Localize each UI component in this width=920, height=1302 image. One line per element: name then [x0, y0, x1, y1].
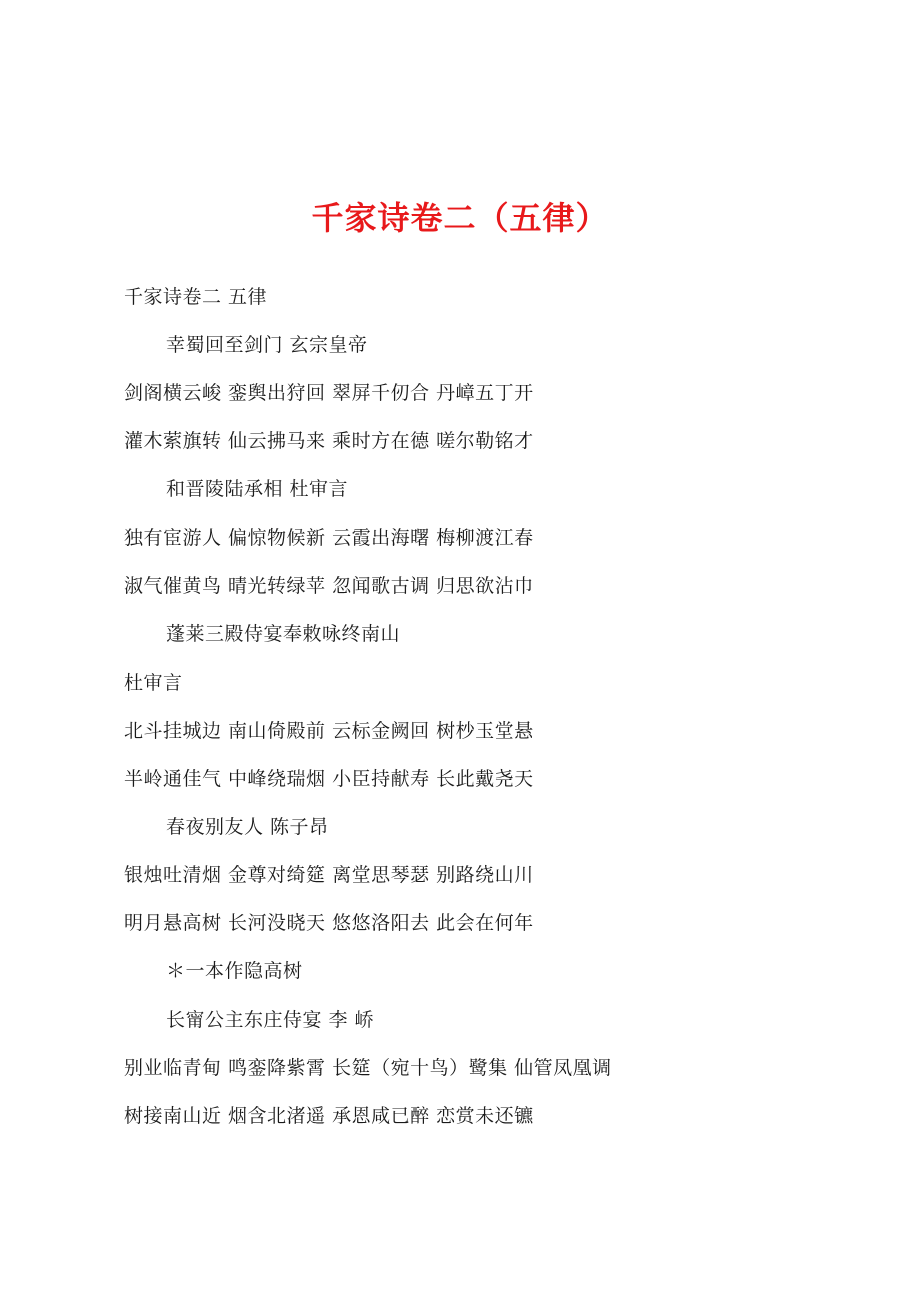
poem-title: 春夜别友人 陈子昂 [166, 816, 329, 838]
poem-line: 别业临青甸 鸣銮降紫霄 长筵（宛十鸟）鹭集 仙管凤凰调 [124, 1057, 612, 1079]
poem-line: 独有宦游人 偏惊物候新 云霞出海曙 梅柳渡江春 [124, 527, 534, 549]
poem-line: 淑气催黄鸟 晴光转绿苹 忽闻歌古调 归思欲沾巾 [124, 575, 534, 597]
poem-line: 剑阁横云峻 銮舆出狩回 翠屏千仞合 丹嶂五丁开 [124, 382, 534, 404]
poem-title: 和晋陵陆承相 杜审言 [166, 478, 349, 500]
document-title: 千家诗卷二（五律） [311, 199, 609, 237]
section-heading: 千家诗卷二 五律 [124, 286, 268, 308]
poem-line: 明月悬高树 长河没晓天 悠悠洛阳去 此会在何年 [124, 912, 534, 934]
poem-title: 长甯公主东庄侍宴 李 峤 [166, 1009, 375, 1031]
poem-line: 树接南山近 烟含北渚遥 承恩咸已醉 恋赏未还镳 [124, 1105, 534, 1127]
poem-line: 半岭通佳气 中峰绕瑞烟 小臣持献寿 长此戴尧天 [124, 768, 534, 790]
footnote: ＊一本作隐高树 [166, 960, 303, 982]
poem-title: 蓬莱三殿侍宴奉敕咏终南山 [166, 623, 401, 645]
poem-title: 幸蜀回至剑门 玄宗皇帝 [166, 334, 368, 356]
poem-author: 杜审言 [124, 672, 183, 694]
poem-line: 银烛吐清烟 金尊对绮筵 离堂思琴瑟 别路绕山川 [124, 864, 534, 886]
poem-line: 北斗挂城边 南山倚殿前 云标金阙回 树杪玉堂悬 [124, 720, 534, 742]
poem-line: 灌木萦旗转 仙云拂马来 乘时方在德 嗟尔勒铭才 [124, 430, 534, 452]
